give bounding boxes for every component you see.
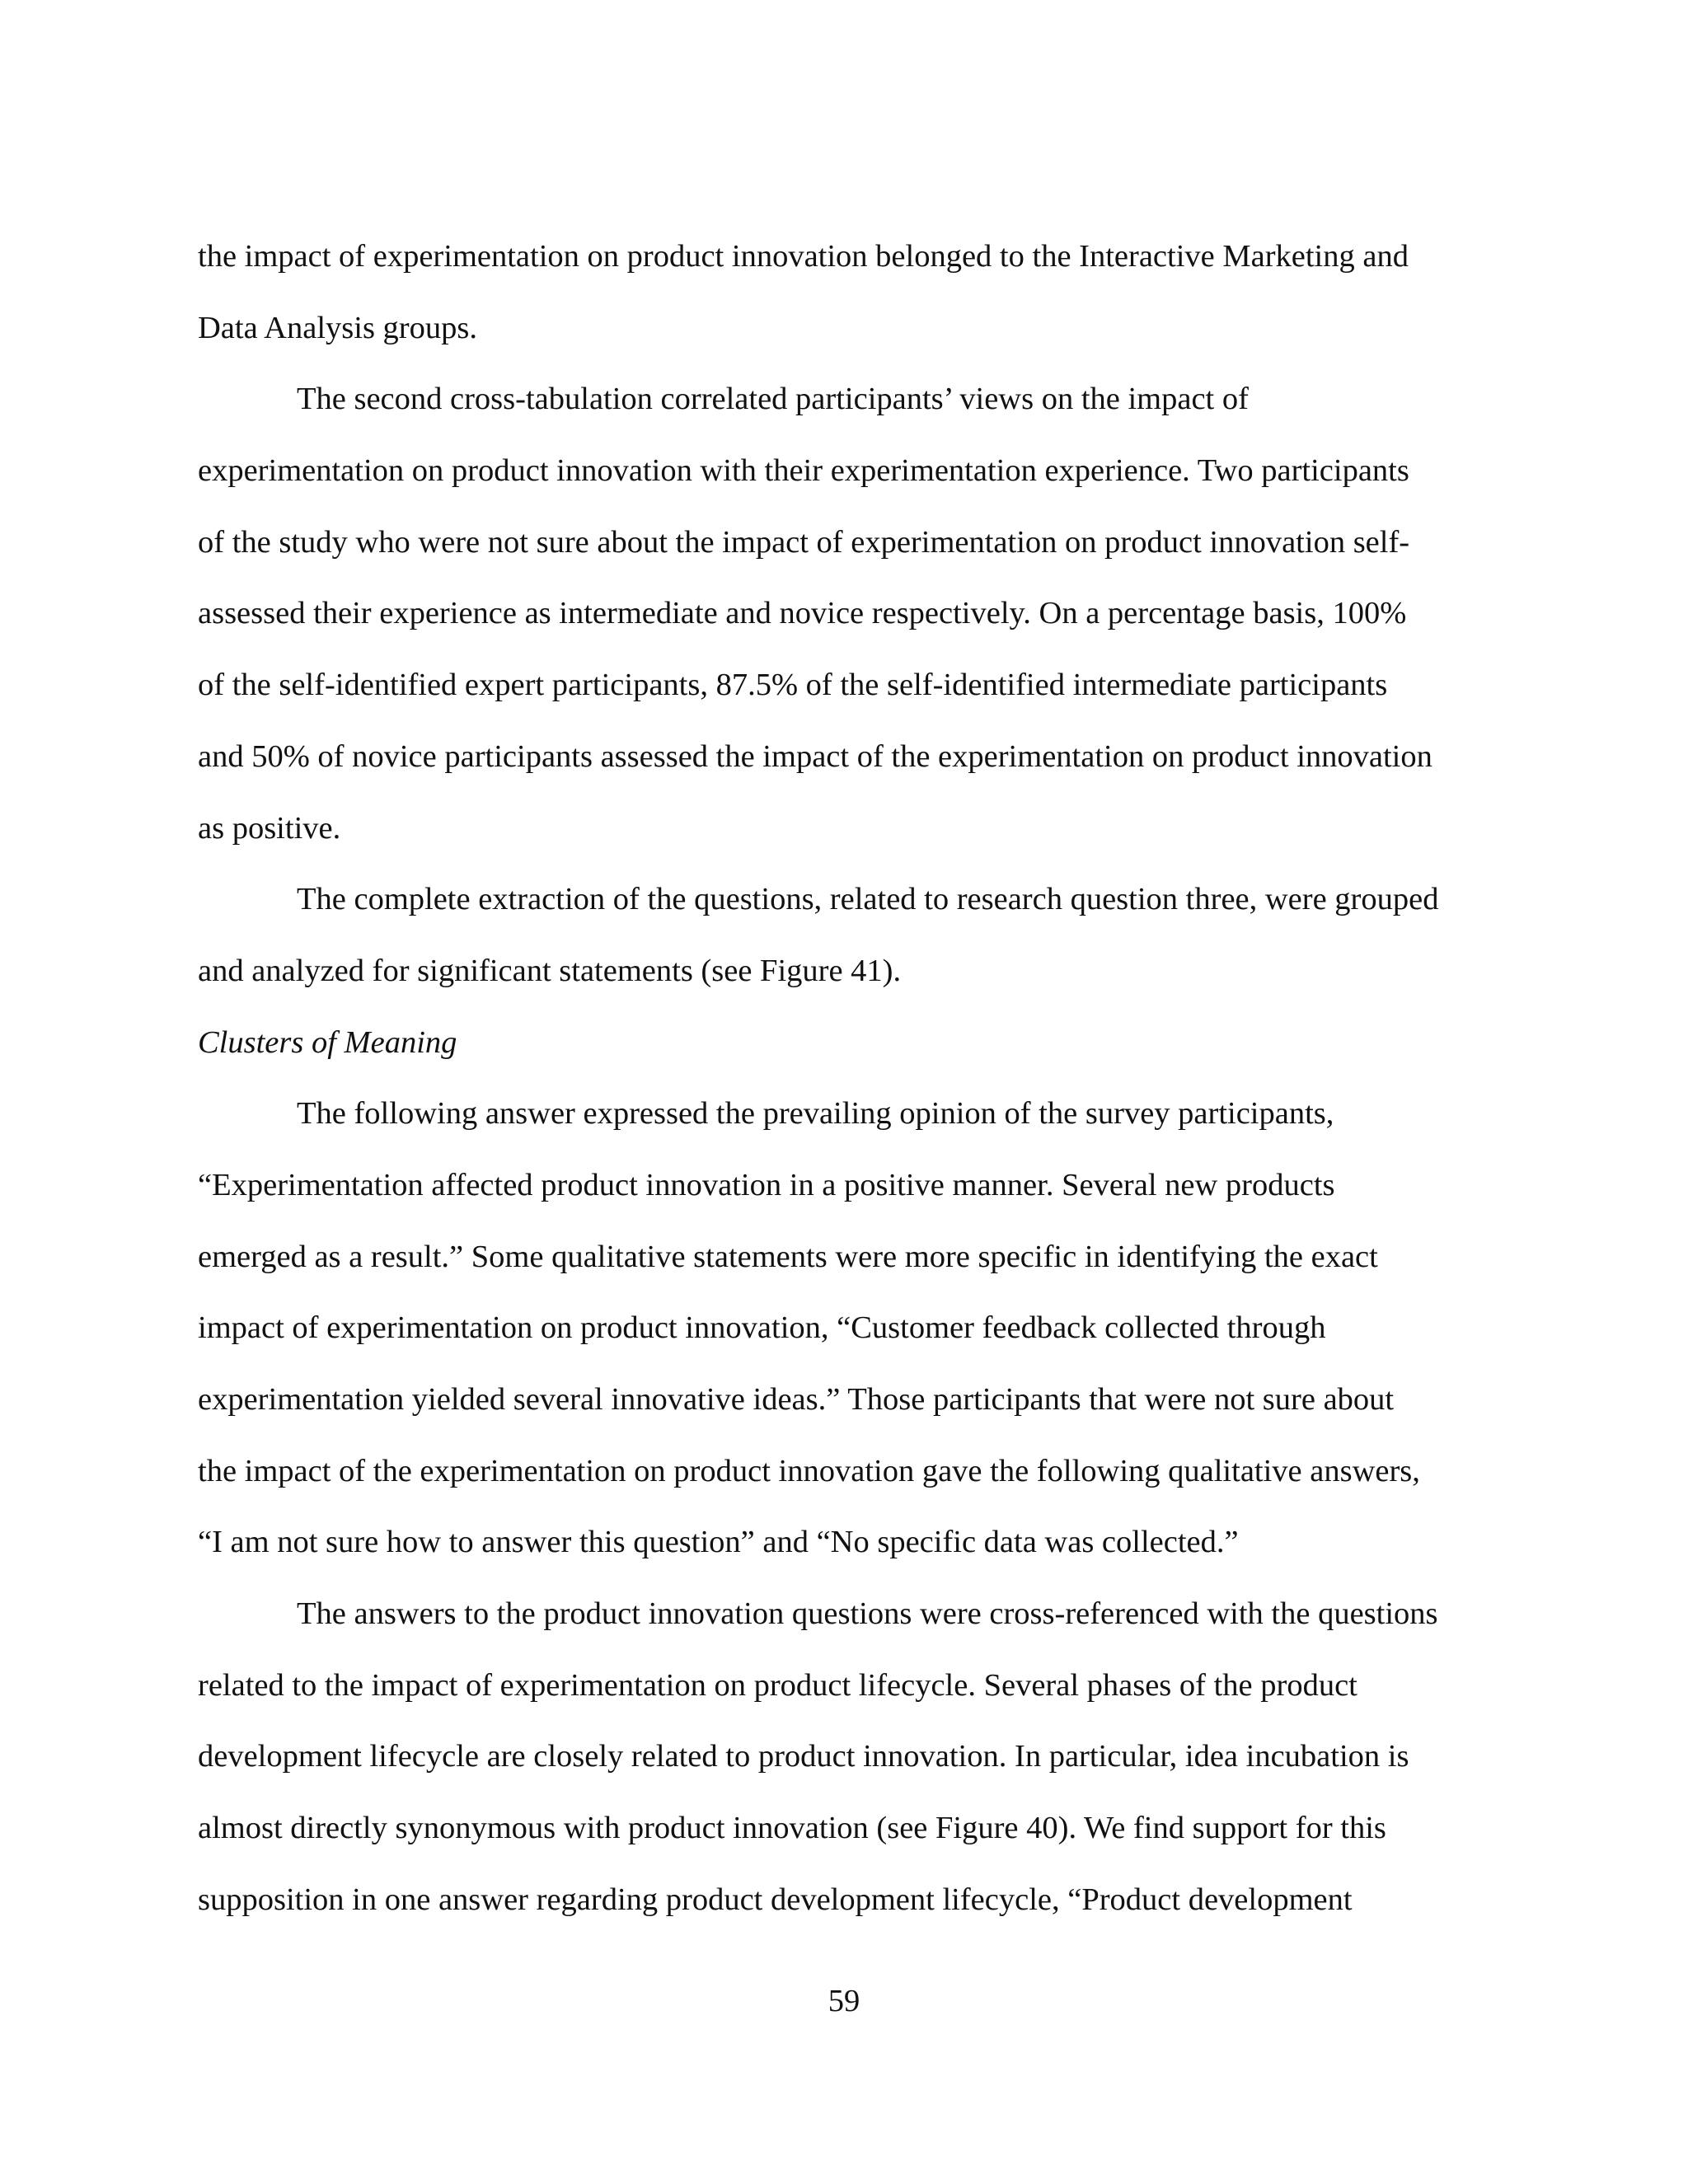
paragraph-start-line: The second cross-tabulation correlated participants’ views on the impact of: [297, 382, 1249, 417]
text-line: and 50% of novice participants assessed the impact of the experimentation on product innovation: [198, 738, 1432, 774]
text-line: “I am not sure how to answer this question” and “No specific data was collected.”: [198, 1525, 1239, 1560]
text-line: experimentation yielded several innovative ideas.” Those participants that were not sure about: [198, 1382, 1395, 1417]
text-line: “Experimentation affected product innovation in a positive manner. Several new products: [198, 1167, 1335, 1202]
text-line: the impact of the experimentation on product innovation gave the following qualitative answers,: [198, 1453, 1420, 1488]
text-line: experimentation on product innovation with their experimentation experience. Two participants: [198, 453, 1409, 489]
text-line: the impact of experimentation on product innovation belonged to the Interactive Marketing and: [198, 239, 1409, 274]
body-text: [198, 221, 1484, 1936]
text-line: related to the impact of experimentation on product lifecycle. Several phases of the product: [198, 1667, 1357, 1703]
text-line: as positive.: [198, 810, 341, 846]
text-line: of the self-identified expert participants, 87.5% of the self-identified intermediate participants: [198, 668, 1388, 703]
paragraph-start-line: The answers to the product innovation questions were cross-referenced with the questions: [297, 1596, 1438, 1632]
text-line: emerged as a result.” Some qualitative statements were more specific in identifying the exact: [198, 1239, 1378, 1274]
text-line: assessed their experience as intermediate and novice respectively. On a percentage basis, 100%: [198, 596, 1407, 631]
paragraph-start-line: The following answer expressed the prevailing opinion of the survey participants,: [297, 1096, 1334, 1132]
paragraph-start-line: The complete extraction of the questions, related to research question three, were grouped: [297, 882, 1439, 917]
text-line: impact of experimentation on product innovation, “Customer feedback collected through: [198, 1310, 1326, 1346]
text-line: supposition in one answer regarding product development lifecycle, “Product development: [198, 1882, 1353, 1917]
text-line: and analyzed for significant statements (see Figure 41).: [198, 953, 902, 988]
page-number: 59: [828, 1984, 860, 2018]
section-heading: Clusters of Meaning: [198, 1024, 457, 1060]
text-line: Data Analysis groups.: [198, 310, 477, 345]
text-line: of the study who were not sure about the impact of experimentation on product innovation self-: [198, 524, 1410, 560]
text-line: almost directly synonymous with product innovation (see Figure 40). We find support for this: [198, 1811, 1386, 1846]
text-line: development lifecycle are closely related to product innovation. In particular, idea incubation is: [198, 1739, 1409, 1774]
